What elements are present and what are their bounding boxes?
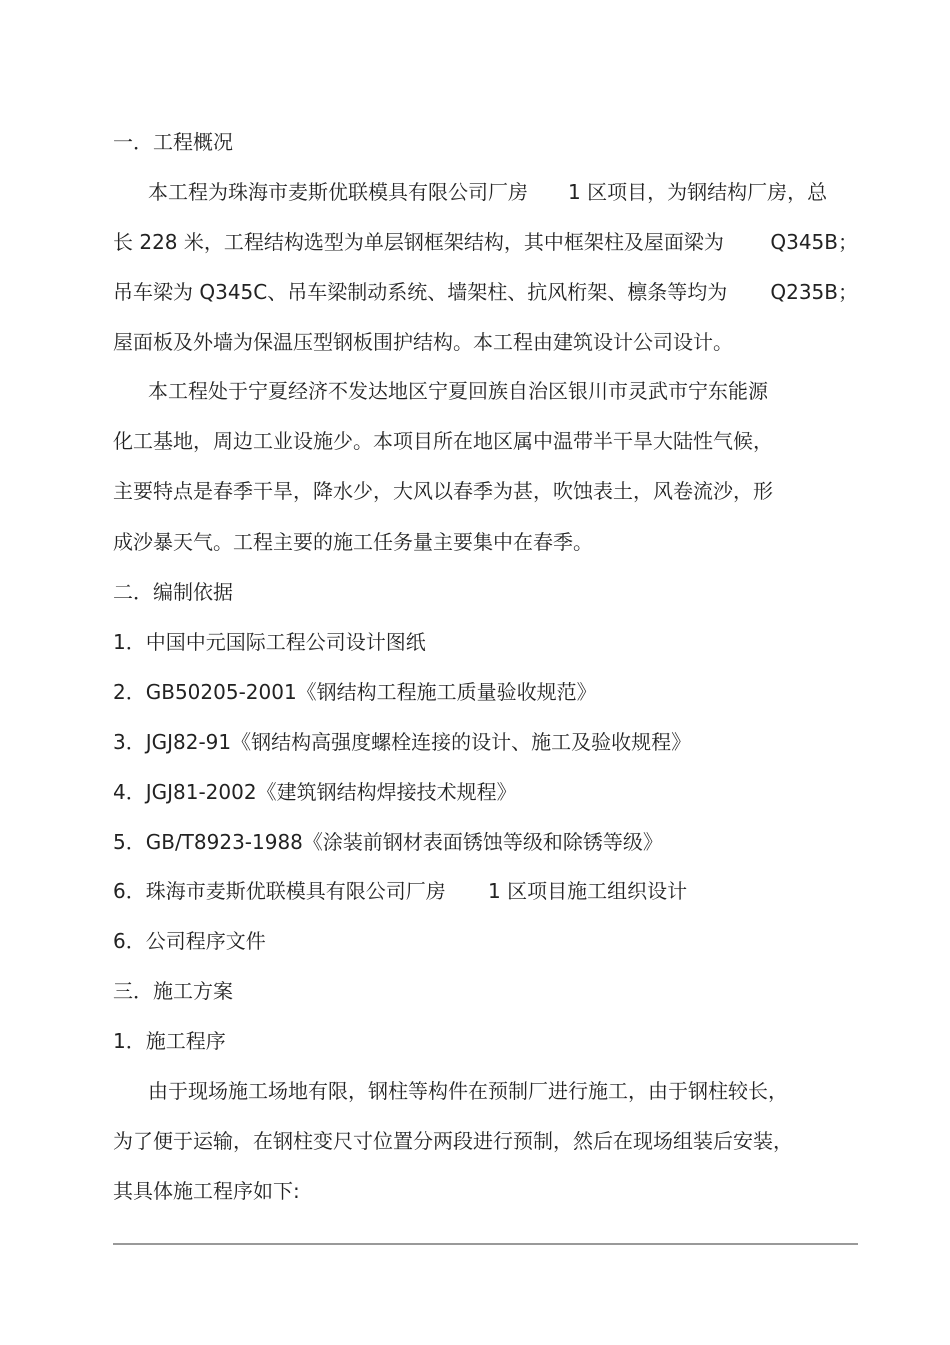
reference-6a: 6．珠海市麦斯优联模具有限公司厂房 [113,879,446,903]
paragraph-1-line-1a: 本工程为珠海市麦斯优联模具有限公司厂房 [148,180,528,204]
paragraph-2-line-4: 成沙暴天气。工程主要的施工任务量主要集中在春季。 [113,530,593,554]
paragraph-1-line-2a: 长 228 米，工程结构选型为单层钢框架结构，其中框架柱及屋面梁为 [113,230,724,254]
paragraph-3-line-1: 由于现场施工场地有限，钢柱等构件在预制厂进行施工，由于钢柱较长， [148,1079,788,1103]
paragraph-2-line-3: 主要特点是春季干旱，降水少，大风以春季为甚，吹蚀表土，风卷流沙，形 [113,479,773,503]
section-2-title: 二．编制依据 [113,580,233,604]
paragraph-1-line-3a: 吊车梁为 Q345C、吊车梁制动系统、墙架柱、抗风桁架、檩条等均为 [113,280,728,304]
section-1-title: 一．工程概况 [113,130,233,154]
paragraph-2-line-1: 本工程处于宁夏经济不发达地区宁夏回族自治区银川市灵武市宁东能源 [148,379,768,403]
paragraph-1-line-3b: Q235B； [770,280,858,304]
paragraph-2-line-2: 化工基地，周边工业设施少。本项目所在地区属中温带半干旱大陆性气候， [113,429,773,453]
paragraph-1-line-2b: Q345B； [770,230,858,254]
paragraph-1-line-2 [113,229,858,255]
reference-7: 6．公司程序文件 [113,929,266,953]
section-3-title: 三．施工方案 [113,979,233,1003]
paragraph-3-line-2: 为了便于运输，在钢柱变尺寸位置分两段进行预制，然后在现场组装后安装， [113,1129,793,1153]
paragraph-1-line-3 [113,279,858,305]
paragraph-1-line-1b: 1 区项目，为钢结构厂房，总 [568,180,828,204]
reference-3: 3．JGJ82-91《钢结构高强度螺栓连接的设计、施工及验收规程》 [113,730,692,754]
reference-5: 5．GB/T8923-1988《涂装前钢材表面锈蚀等级和除锈等级》 [113,830,663,854]
reference-1: 1．中国中元国际工程公司设计图纸 [113,630,426,654]
section-3-subtitle-1: 1．施工程序 [113,1029,226,1053]
page-footer-divider [113,1243,858,1245]
reference-2: 2．GB50205-2001《钢结构工程施工质量验收规范》 [113,680,597,704]
paragraph-3-line-3: 其具体施工程序如下: [113,1179,300,1203]
reference-4: 4．JGJ81-2002《建筑钢结构焊接技术规程》 [113,780,517,804]
reference-6b: 1 区项目施工组织设计 [488,879,688,903]
paragraph-1-line-4: 屋面板及外墙为保温压型钢板围护结构。本工程由建筑设计公司设计。 [113,330,733,354]
